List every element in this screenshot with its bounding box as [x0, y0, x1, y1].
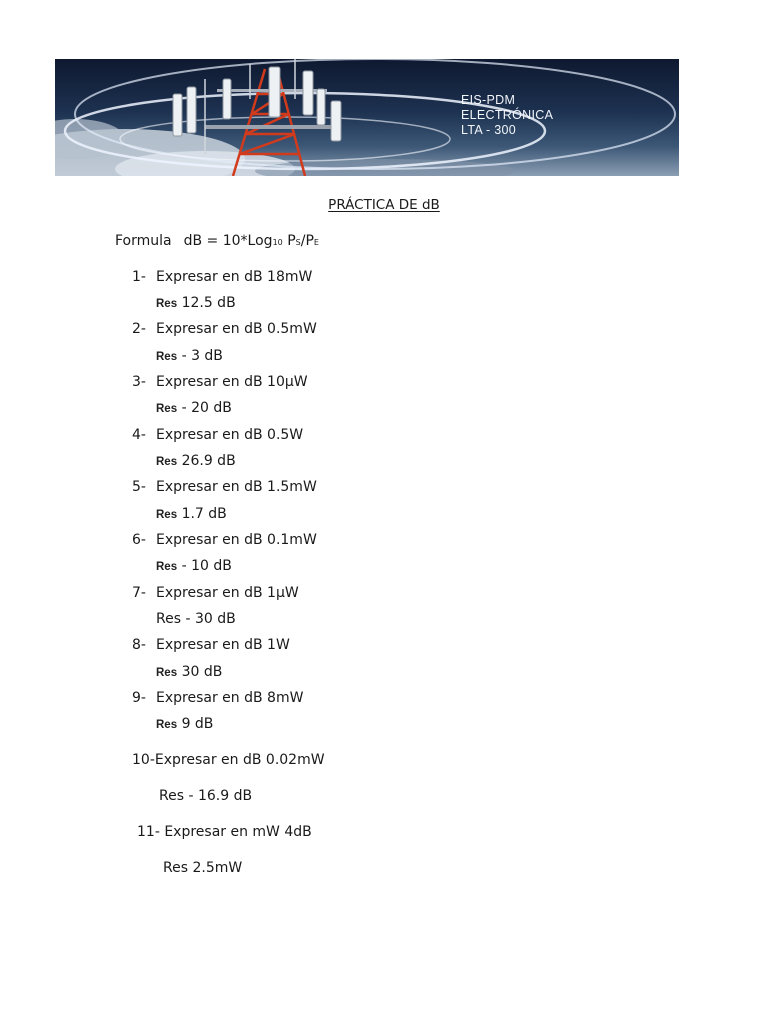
answer-item [156, 611, 236, 627]
answer-value: - 30 dB [185, 611, 236, 627]
answer-label: Res [159, 788, 185, 804]
answer-label: Res [156, 456, 178, 468]
question-text: Expresar en dB 18mW [156, 269, 313, 285]
question-number: 9- [132, 690, 146, 706]
page-title-text: PRÁCTICA DE dB [328, 197, 440, 213]
answer-value: 30 dB [181, 664, 223, 680]
question-text: Expresar en dB 10μW [156, 374, 308, 390]
question-item [137, 824, 312, 840]
answer-value: - 10 dB [181, 558, 232, 574]
answer-item [156, 716, 213, 732]
formula [115, 233, 319, 249]
answer-value: 2.5mW [192, 860, 243, 876]
question-item [132, 690, 303, 706]
header-banner [55, 59, 679, 176]
answer-item [156, 348, 223, 364]
question-number: 11- [137, 824, 160, 840]
answer-label: Res [156, 667, 178, 679]
answer-item [163, 860, 242, 876]
question-number: 1- [132, 269, 146, 285]
question-number: 4- [132, 427, 146, 443]
question-number: 7- [132, 585, 146, 601]
answer-label: Res [156, 298, 178, 310]
answer-item [159, 788, 252, 804]
formula-pe: /P [300, 233, 314, 249]
question-text: Expresar en dB 0.02mW [154, 752, 325, 768]
formula-label: Formula [115, 233, 172, 249]
question-item [132, 752, 325, 768]
question-number: 8- [132, 637, 146, 653]
answer-value: 12.5 dB [181, 295, 236, 311]
answer-value: - 16.9 dB [188, 788, 253, 804]
formula-ps-sub: S [295, 238, 301, 247]
answer-value: - 3 dB [181, 348, 223, 364]
question-item [132, 374, 308, 390]
question-text: Expresar en dB 1μW [156, 585, 299, 601]
answer-label: Res [163, 860, 189, 876]
answer-value: - 20 dB [181, 400, 232, 416]
question-text: Expresar en dB 1W [156, 637, 290, 653]
question-item [132, 637, 290, 653]
answer-label: Res [156, 351, 178, 363]
page-title [0, 197, 768, 213]
answer-label: Res [156, 561, 178, 573]
answer-label: Res [156, 611, 182, 627]
answer-value: 9 dB [181, 716, 214, 732]
answer-value: 1.7 dB [181, 506, 227, 522]
answer-value: 26.9 dB [181, 453, 236, 469]
question-item [132, 532, 317, 548]
question-number: 5- [132, 479, 146, 495]
question-text: Expresar en dB 8mW [156, 690, 304, 706]
question-number: 3- [132, 374, 146, 390]
question-item [132, 479, 317, 495]
question-item [132, 269, 312, 285]
answer-label: Res [156, 509, 178, 521]
banner-line-2: ELECTRÓNICA [461, 108, 554, 122]
answer-item [156, 453, 236, 469]
answer-label: Res [156, 403, 178, 415]
question-number: 10- [132, 752, 155, 768]
question-item [132, 427, 303, 443]
question-number: 2- [132, 321, 146, 337]
formula-expression: dB = 10*Log [183, 233, 273, 249]
question-number: 6- [132, 532, 146, 548]
question-text: Expresar en dB 0.1mW [156, 532, 317, 548]
answer-item [156, 664, 222, 680]
answer-item [156, 558, 232, 574]
formula-log-base: 10 [272, 238, 283, 247]
question-text: Expresar en dB 0.5W [156, 427, 304, 443]
question-item [132, 321, 317, 337]
banner-line-3: LTA - 300 [461, 123, 517, 137]
answer-item [156, 400, 232, 416]
answer-item [156, 295, 236, 311]
cell-tower-illustration [55, 59, 679, 176]
banner-line-1: EIS-PDM [461, 93, 516, 107]
banner-caption [461, 93, 553, 138]
question-item [132, 585, 299, 601]
formula-pe-sub: E [313, 238, 319, 247]
formula-ps: P [287, 233, 296, 249]
answer-item [156, 506, 227, 522]
question-text: Expresar en dB 1.5mW [156, 479, 317, 495]
question-text: Expresar en dB 0.5mW [156, 321, 317, 337]
answer-label: Res [156, 719, 178, 731]
question-text: Expresar en mW 4dB [164, 824, 312, 840]
